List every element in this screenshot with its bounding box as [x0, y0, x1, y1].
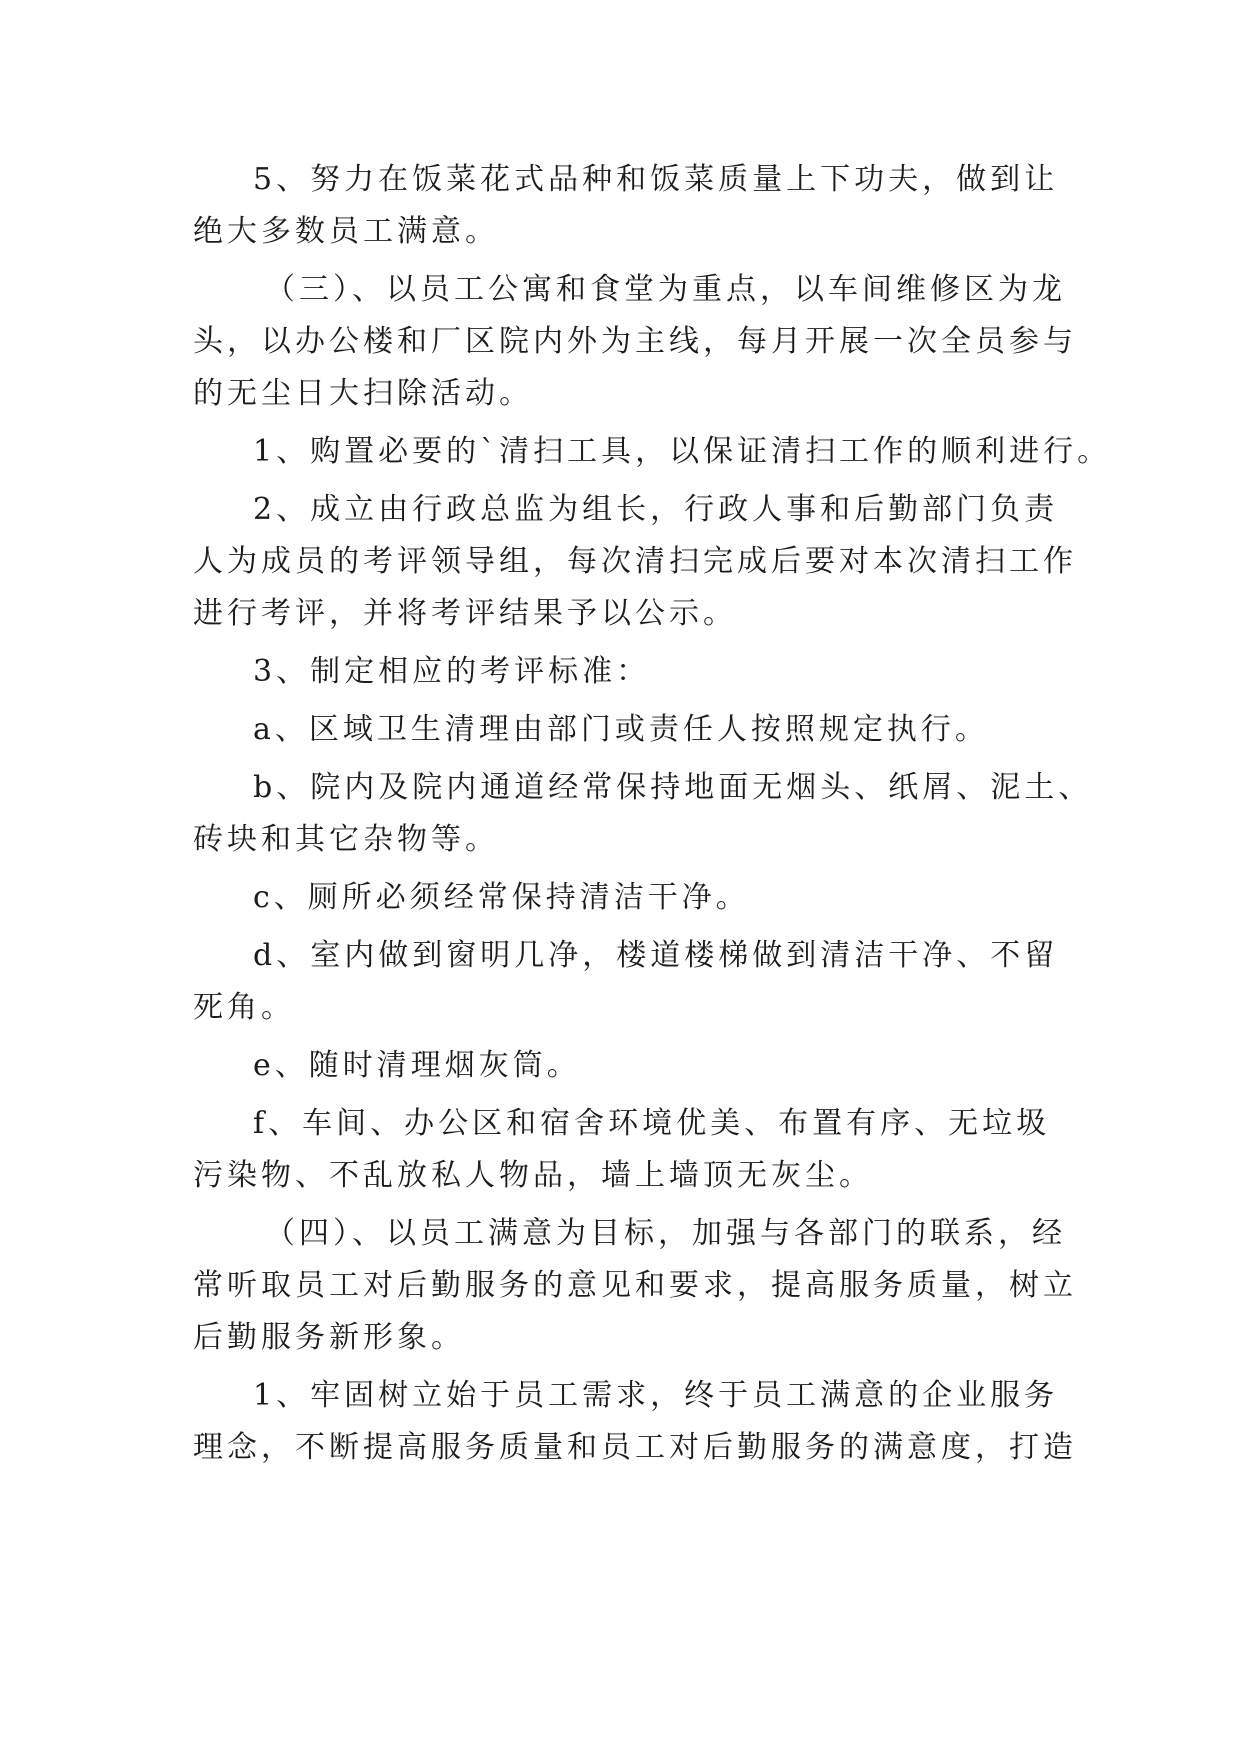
paragraph-line: 死角。 [193, 990, 295, 1025]
paragraph-line: 5、努力在饭菜花式品种和饭菜质量上下功夫，做到让 [253, 162, 1059, 197]
paragraph-line: b、院内及院内通道经常保持地面无烟头、纸屑、泥土、 [253, 770, 1093, 805]
paragraph-line: 砖块和其它杂物等。 [193, 822, 499, 857]
paragraph-line: 进行考评，并将考评结果予以公示。 [193, 596, 737, 631]
paragraph-line: 的无尘日大扫除活动。 [193, 376, 533, 411]
paragraph-line: 污染物、不乱放私人物品，墙上墙顶无灰尘。 [193, 1158, 873, 1193]
paragraph-line: 3、制定相应的考评标准： [253, 654, 651, 689]
paragraph-line: 2、成立由行政总监为组长，行政人事和后勤部门负责 [253, 492, 1059, 527]
paragraph-line: 1、牢固树立始于员工需求，终于员工满意的企业服务 [253, 1378, 1059, 1413]
section-heading-line: （三）、以员工公寓和食堂为重点，以车间维修区为龙 [265, 272, 1066, 307]
paragraph-line: f、车间、办公区和宿舍环境优美、布置有序、无垃圾 [253, 1106, 1051, 1141]
paragraph-line: c、厕所必须经常保持清洁干净。 [253, 880, 750, 915]
paragraph-line: 绝大多数员工满意。 [193, 214, 499, 249]
paragraph-line: d、室内做到窗明几净，楼道楼梯做到清洁干净、不留 [253, 938, 1059, 973]
paragraph-line: 后勤服务新形象。 [193, 1320, 465, 1355]
paragraph-line: a、区域卫生清理由部门或责任人按照规定执行。 [253, 712, 989, 747]
paragraph-line: 头，以办公楼和厂区院内外为主线，每月开展一次全员参与 [193, 324, 1077, 359]
paragraph-line: 常听取员工对后勤服务的意见和要求，提高服务质量，树立 [193, 1268, 1077, 1303]
section-heading-line: （四）、以员工满意为目标，加强与各部门的联系，经 [265, 1216, 1066, 1251]
paragraph-line: 人为成员的考评领导组，每次清扫完成后要对本次清扫工作 [193, 544, 1077, 579]
paragraph-line: e、随时清理烟灰筒。 [253, 1048, 581, 1083]
paragraph-line: 1、购置必要的`清扫工具，以保证清扫工作的顺利进行。 [253, 434, 1112, 469]
paragraph-line: 理念，不断提高服务质量和员工对后勤服务的满意度，打造 [193, 1430, 1077, 1465]
